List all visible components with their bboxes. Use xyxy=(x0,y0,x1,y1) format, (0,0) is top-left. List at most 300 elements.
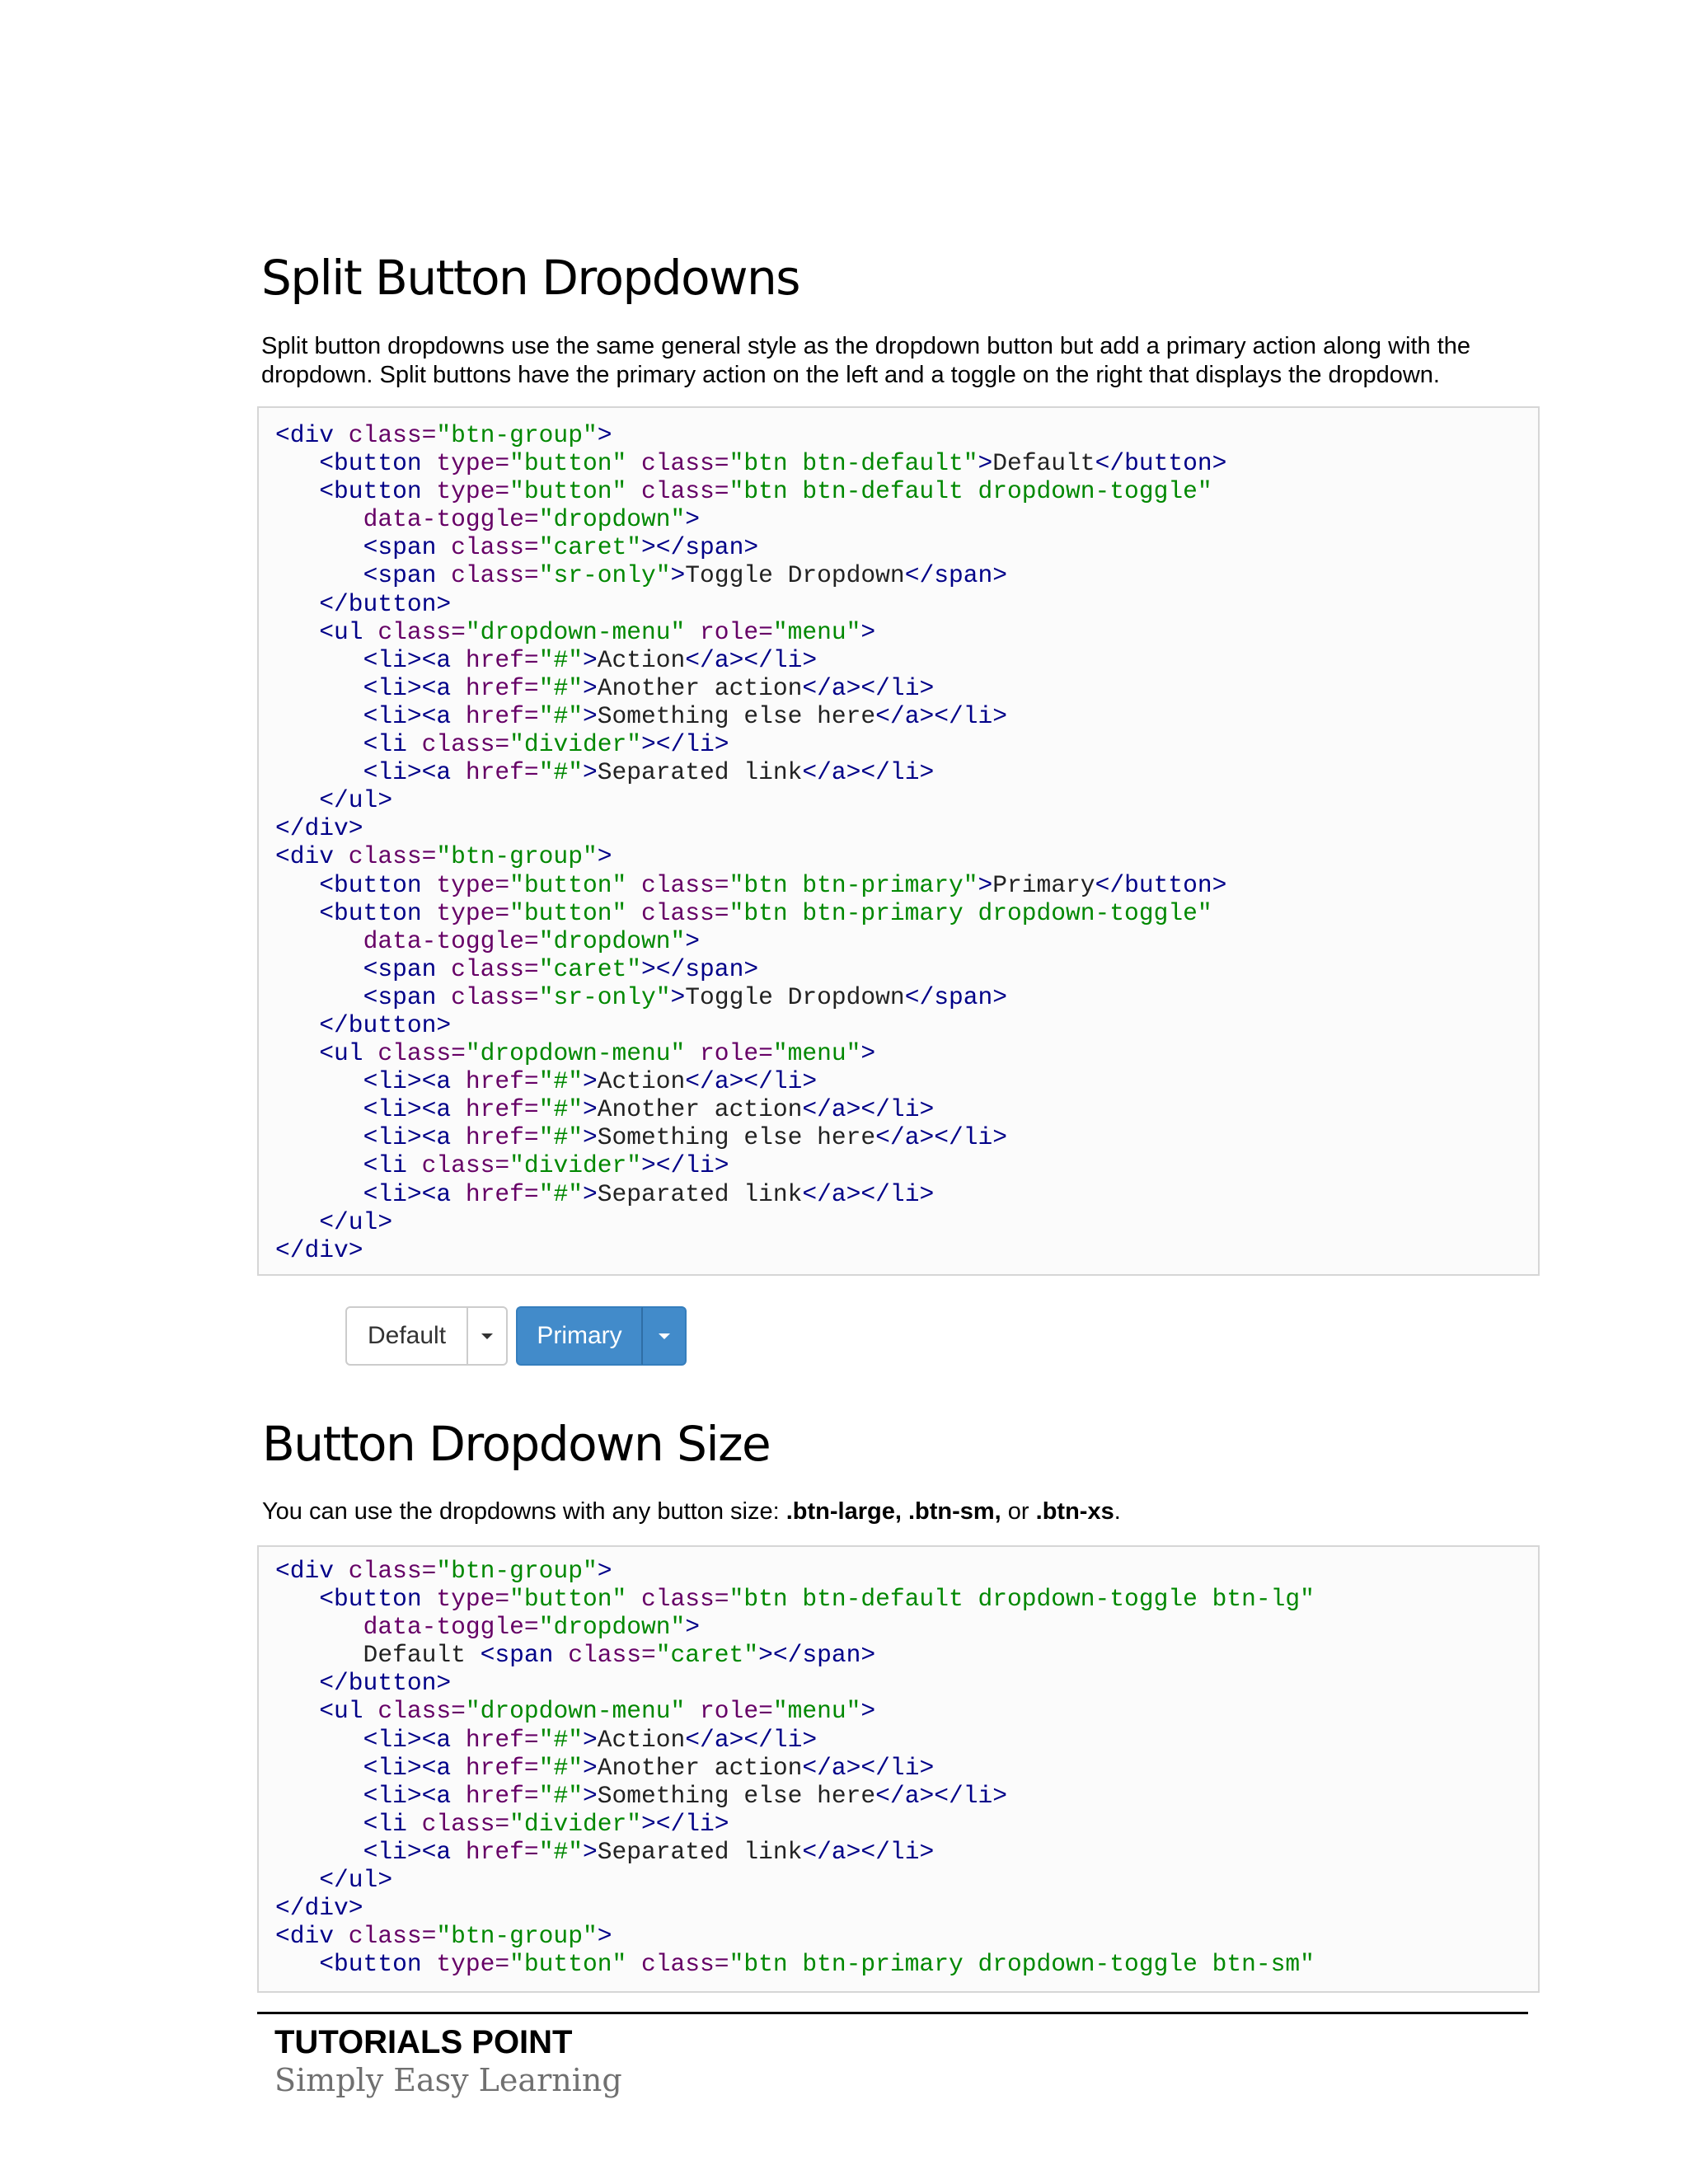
code-token-tag: > xyxy=(685,505,701,534)
code-token-val: "sr-only" xyxy=(538,982,671,1011)
code-token-txt: Something else here xyxy=(597,1781,876,1810)
code-token-val: "dropdown-menu" xyxy=(465,617,701,646)
code-line xyxy=(275,505,1538,533)
code-token-tag: </a></li> xyxy=(685,1725,818,1754)
code-token-txt xyxy=(275,590,319,618)
code-token-tag: <div xyxy=(275,1557,349,1585)
description-bold-sizes: .btn-large, .btn-sm, xyxy=(785,1498,1001,1525)
code-token-attr: class= xyxy=(641,870,729,899)
code-line xyxy=(275,983,1538,1011)
code-token-val: "#" xyxy=(538,1123,583,1152)
section-description-split-buttons: Split button dropdowns use the same general style as the dropdown button but add a primary action along with the dropdown. Split buttons have the primary action on the left and a toggle on the right that displays the dropdown. xyxy=(261,333,1471,388)
code-token-val: "dropdown-menu" xyxy=(465,1039,701,1068)
code-line xyxy=(275,1236,1538,1264)
code-line xyxy=(275,590,1538,618)
code-token-tag: > xyxy=(860,617,876,646)
code-token-attr: class= xyxy=(568,1641,656,1670)
code-line xyxy=(275,758,1538,786)
code-token-attr: class= xyxy=(641,449,729,478)
code-token-attr: data-toggle= xyxy=(363,926,539,955)
code-token-tag: </ul> xyxy=(319,1866,393,1895)
code-token-tag: </button> xyxy=(1095,870,1227,899)
footer-divider xyxy=(257,2012,1528,2014)
code-token-attr: href= xyxy=(465,1837,539,1866)
code-line xyxy=(275,674,1538,702)
code-line xyxy=(275,871,1538,899)
code-token-tag: </ul> xyxy=(319,1207,393,1236)
code-line xyxy=(275,646,1538,674)
code-token-tag: <li><a xyxy=(363,1179,466,1208)
code-token-tag: </a></li> xyxy=(802,758,935,787)
footer-brand-title: TUTORIALS POINT xyxy=(274,2024,573,2060)
code-token-attr: class= xyxy=(348,1557,437,1585)
code-token-tag: ></span> xyxy=(758,1641,876,1670)
code-token-tag: </a></li> xyxy=(875,701,1008,730)
code-token-tag: > xyxy=(582,1837,598,1866)
primary-button[interactable]: Primary xyxy=(516,1306,643,1366)
code-token-tag: <li><a xyxy=(363,758,466,787)
code-token-attr: class= xyxy=(451,561,539,590)
code-token-tag: ></li> xyxy=(641,1809,729,1838)
code-token-txt xyxy=(275,1810,363,1838)
code-token-tag: > xyxy=(582,1179,598,1208)
code-token-tag: </button> xyxy=(1095,449,1227,478)
code-token-tag: <li><a xyxy=(363,1781,466,1810)
code-line xyxy=(275,1123,1538,1151)
code-token-tag: ></span> xyxy=(641,954,759,983)
code-token-tag: </button> xyxy=(319,1010,452,1039)
code-token-txt xyxy=(275,1838,363,1866)
code-line xyxy=(275,1011,1538,1039)
code-token-val: "#" xyxy=(538,645,583,674)
code-token-tag: </a></li> xyxy=(802,1837,935,1866)
code-token-txt xyxy=(275,1208,319,1236)
code-token-txt: Action xyxy=(597,1067,686,1096)
code-token-attr: class= xyxy=(451,982,539,1011)
code-token-tag: <div xyxy=(275,1922,349,1951)
code-line xyxy=(275,449,1538,477)
code-token-tag: <li><a xyxy=(363,1095,466,1124)
code-token-val: "dropdown" xyxy=(538,505,686,534)
code-token-tag: <li xyxy=(363,1809,422,1838)
code-token-attr: data-toggle= xyxy=(363,505,539,534)
code-token-txt xyxy=(275,786,319,814)
code-token-val: "#" xyxy=(538,701,583,730)
code-token-attr: href= xyxy=(465,1095,539,1124)
code-token-val: "btn-group" xyxy=(436,1557,598,1585)
code-token-attr: class= xyxy=(348,1922,437,1951)
section-title-split-button-dropdowns: Split Button Dropdowns xyxy=(261,250,800,306)
code-token-tag: <ul xyxy=(319,1039,378,1068)
code-line xyxy=(275,1810,1538,1838)
code-token-tag: <li><a xyxy=(363,701,466,730)
code-token-val: "#" xyxy=(538,1095,583,1124)
code-token-val: "#" xyxy=(538,758,583,787)
code-token-tag: <ul xyxy=(319,1697,378,1726)
code-token-txt xyxy=(275,1180,363,1208)
code-token-txt xyxy=(275,1726,363,1754)
code-token-tag: > xyxy=(582,1725,598,1754)
code-token-txt xyxy=(275,533,363,561)
code-token-tag: <li><a xyxy=(363,645,466,674)
code-token-tag: > xyxy=(582,1123,598,1152)
code-line xyxy=(275,955,1538,983)
code-token-tag: > xyxy=(860,1697,876,1726)
code-token-tag: > xyxy=(582,1781,598,1810)
code-token-txt xyxy=(275,1067,363,1095)
code-token-attr: href= xyxy=(465,758,539,787)
code-token-txt: Toggle Dropdown xyxy=(685,982,905,1011)
code-token-txt xyxy=(275,449,319,477)
code-token-txt xyxy=(275,1095,363,1123)
code-token-txt xyxy=(275,674,363,702)
code-token-txt xyxy=(275,646,363,674)
code-token-txt xyxy=(275,871,319,899)
code-token-attr: class= xyxy=(377,617,466,646)
caret-down-icon xyxy=(481,1333,493,1339)
code-token-tag: </a></li> xyxy=(685,1067,818,1096)
code-token-txt xyxy=(275,1151,363,1179)
code-line xyxy=(275,1726,1538,1754)
code-token-attr: href= xyxy=(465,1179,539,1208)
code-token-txt: Another action xyxy=(597,1753,803,1782)
code-token-tag: <span xyxy=(363,982,452,1011)
code-line xyxy=(275,730,1538,758)
code-token-val: "button" xyxy=(509,870,641,899)
code-line xyxy=(275,477,1538,505)
code-token-txt: Toggle Dropdown xyxy=(685,561,905,590)
code-token-attr: data-toggle= xyxy=(363,1613,539,1642)
code-token-attr: href= xyxy=(465,645,539,674)
primary-dropdown-toggle[interactable] xyxy=(643,1306,687,1366)
code-token-txt xyxy=(275,1866,319,1894)
code-token-tag: ></li> xyxy=(641,730,729,759)
code-token-val: "dropdown" xyxy=(538,926,686,955)
code-line xyxy=(275,1950,1538,1978)
code-line xyxy=(275,1585,1538,1613)
code-token-val: "#" xyxy=(538,1179,583,1208)
code-token-attr: class= xyxy=(641,1585,729,1614)
code-token-attr: href= xyxy=(465,1753,539,1782)
code-token-txt xyxy=(275,561,363,589)
code-token-txt: Action xyxy=(597,645,686,674)
code-token-tag: <div xyxy=(275,842,349,871)
code-token-val: "btn btn-default dropdown-toggle btn-lg" xyxy=(729,1585,1315,1614)
code-token-tag: > xyxy=(685,926,701,955)
code-token-val: "btn btn-default" xyxy=(729,449,978,478)
code-token-txt xyxy=(275,1613,363,1641)
code-token-attr: href= xyxy=(465,701,539,730)
code-line xyxy=(275,1151,1538,1179)
code-token-txt xyxy=(275,1782,363,1810)
code-token-tag: > xyxy=(582,758,598,787)
code-token-tag: > xyxy=(597,421,612,449)
code-line xyxy=(275,702,1538,730)
code-token-tag: </span> xyxy=(904,982,1008,1011)
code-token-tag: > xyxy=(860,1039,876,1068)
code-token-tag: <button xyxy=(319,477,437,506)
code-token-val: "menu" xyxy=(772,1039,861,1068)
code-token-attr: href= xyxy=(465,1781,539,1810)
code-token-tag: </a></li> xyxy=(802,1753,935,1782)
code-token-attr: href= xyxy=(465,673,539,702)
code-token-tag: <div xyxy=(275,421,349,449)
code-token-txt xyxy=(275,983,363,1011)
code-token-txt xyxy=(275,1039,319,1067)
code-token-txt xyxy=(275,899,319,927)
code-token-val: "button" xyxy=(509,898,641,927)
code-listing xyxy=(259,408,1538,1264)
code-line xyxy=(275,1067,1538,1095)
code-token-tag: <li><a xyxy=(363,673,466,702)
code-token-val: "divider" xyxy=(509,1809,642,1838)
code-token-txt xyxy=(275,1950,319,1978)
code-token-txt: Separated link xyxy=(597,758,803,787)
code-token-val: "dropdown" xyxy=(538,1613,686,1642)
code-line xyxy=(275,1095,1538,1123)
code-token-tag: <li><a xyxy=(363,1837,466,1866)
code-token-tag: <span xyxy=(363,561,452,590)
code-token-txt xyxy=(275,618,319,646)
code-token-attr: type= xyxy=(436,898,510,927)
code-token-tag: </a></li> xyxy=(685,645,818,674)
code-token-txt: Separated link xyxy=(597,1179,803,1208)
code-line xyxy=(275,1557,1538,1585)
code-token-txt xyxy=(275,1123,363,1151)
section-title-button-dropdown-size: Button Dropdown Size xyxy=(262,1416,771,1472)
code-line xyxy=(275,1894,1538,1922)
code-token-tag: ></li> xyxy=(641,1151,729,1180)
code-token-attr: class= xyxy=(641,477,729,506)
code-token-val: "#" xyxy=(538,1067,583,1096)
code-token-tag: > xyxy=(582,645,598,674)
code-token-tag: ></span> xyxy=(641,533,759,562)
code-token-attr: role= xyxy=(700,1697,773,1726)
code-line xyxy=(275,561,1538,589)
code-token-tag: <li><a xyxy=(363,1753,466,1782)
code-token-val: "button" xyxy=(509,477,641,506)
code-token-val: "divider" xyxy=(509,1151,642,1180)
code-token-val: "button" xyxy=(509,1950,641,1979)
code-token-txt: Default xyxy=(275,1641,481,1670)
code-token-txt: Separated link xyxy=(597,1837,803,1866)
code-token-tag: <li><a xyxy=(363,1123,466,1152)
code-listing xyxy=(259,1547,1538,1978)
code-token-val: "btn btn-primary" xyxy=(729,870,978,899)
code-token-attr: role= xyxy=(700,1039,773,1068)
code-token-tag: </div> xyxy=(275,1894,363,1923)
code-line xyxy=(275,786,1538,814)
code-token-tag: <button xyxy=(319,1950,437,1979)
description-bold-xs: .btn-xs xyxy=(1035,1498,1114,1525)
code-token-val: "#" xyxy=(538,673,583,702)
code-token-txt: Default xyxy=(992,449,1095,478)
code-token-val: "#" xyxy=(538,1837,583,1866)
code-token-tag: > xyxy=(582,1095,598,1124)
default-button[interactable]: Default xyxy=(345,1306,468,1366)
code-token-attr: type= xyxy=(436,1585,510,1614)
code-token-tag: </button> xyxy=(319,1669,452,1698)
code-token-val: "dropdown-menu" xyxy=(465,1697,701,1726)
code-block-split-buttons xyxy=(257,406,1540,1276)
code-token-txt: Action xyxy=(597,1725,686,1754)
code-token-attr: class= xyxy=(451,954,539,983)
code-token-tag: <button xyxy=(319,449,437,478)
code-token-attr: role= xyxy=(700,617,773,646)
code-token-tag: > xyxy=(582,673,598,702)
code-token-txt: Something else here xyxy=(597,1123,876,1152)
code-token-txt: Primary xyxy=(992,870,1095,899)
code-token-attr: type= xyxy=(436,477,510,506)
code-token-val: "#" xyxy=(538,1725,583,1754)
code-line xyxy=(275,1180,1538,1208)
code-token-val: "sr-only" xyxy=(538,561,671,590)
code-token-txt xyxy=(275,758,363,786)
code-token-attr: href= xyxy=(465,1067,539,1096)
code-token-txt xyxy=(275,1697,319,1725)
code-token-attr: class= xyxy=(421,1809,510,1838)
code-token-tag: </div> xyxy=(275,1235,363,1264)
code-line xyxy=(275,1208,1538,1236)
code-line xyxy=(275,1866,1538,1894)
code-token-val: "button" xyxy=(509,1585,641,1614)
code-token-attr: class= xyxy=(377,1697,466,1726)
code-line xyxy=(275,1838,1538,1866)
code-token-tag: </a></li> xyxy=(802,1179,935,1208)
code-token-attr: class= xyxy=(348,842,437,871)
code-line xyxy=(275,1641,1538,1669)
code-token-val: "menu" xyxy=(772,617,861,646)
code-line xyxy=(275,1697,1538,1725)
code-token-attr: href= xyxy=(465,1725,539,1754)
code-token-tag: > xyxy=(685,1613,701,1642)
code-token-tag: <button xyxy=(319,898,437,927)
code-token-txt xyxy=(275,1011,319,1039)
code-token-tag: > xyxy=(597,1557,612,1585)
code-token-tag: <li><a xyxy=(363,1067,466,1096)
code-token-val: "caret" xyxy=(538,954,642,983)
code-token-txt xyxy=(275,1669,319,1697)
code-token-attr: type= xyxy=(436,870,510,899)
code-token-txt: Something else here xyxy=(597,701,876,730)
code-line xyxy=(275,1922,1538,1950)
code-token-val: "btn btn-primary dropdown-toggle" xyxy=(729,898,1212,927)
code-line xyxy=(275,533,1538,561)
code-token-tag: > xyxy=(582,1753,598,1782)
code-token-tag: > xyxy=(978,870,993,899)
code-line xyxy=(275,1782,1538,1810)
footer-brand-tagline: Simply Easy Learning xyxy=(274,2062,622,2098)
code-token-tag: <li><a xyxy=(363,1725,466,1754)
code-token-tag: </a></li> xyxy=(875,1781,1008,1810)
code-token-tag: <span xyxy=(363,954,452,983)
code-token-tag: <button xyxy=(319,870,437,899)
code-token-tag: </a></li> xyxy=(802,673,935,702)
code-line xyxy=(275,618,1538,646)
code-line xyxy=(275,1039,1538,1067)
code-token-val: "btn-group" xyxy=(436,1922,598,1951)
code-token-tag: > xyxy=(670,982,686,1011)
code-token-tag: </a></li> xyxy=(875,1123,1008,1152)
code-token-txt xyxy=(275,702,363,730)
code-block-dropdown-size xyxy=(257,1545,1540,1993)
code-token-txt xyxy=(275,730,363,758)
code-line xyxy=(275,814,1538,842)
section-description-dropdown-size xyxy=(262,1497,1548,1526)
code-token-tag: </button> xyxy=(319,589,452,618)
code-token-txt xyxy=(275,955,363,983)
code-token-attr: class= xyxy=(421,1151,510,1180)
caret-down-icon xyxy=(659,1333,670,1339)
code-token-val: "btn-group" xyxy=(436,842,598,871)
code-token-tag: <li xyxy=(363,1151,422,1180)
code-token-val: "#" xyxy=(538,1781,583,1810)
code-token-txt xyxy=(275,505,363,533)
code-token-val: "btn-group" xyxy=(436,421,598,449)
code-token-txt xyxy=(275,927,363,955)
code-token-tag: <span xyxy=(363,533,452,562)
code-token-tag: > xyxy=(597,1922,612,1951)
code-token-tag: > xyxy=(670,561,686,590)
code-token-tag: > xyxy=(597,842,612,871)
code-token-txt xyxy=(275,1585,319,1613)
code-token-txt: Another action xyxy=(597,1095,803,1124)
code-token-val: "menu" xyxy=(772,1697,861,1726)
code-line xyxy=(275,1669,1538,1697)
code-token-tag: <button xyxy=(319,1585,437,1614)
code-token-tag: > xyxy=(582,701,598,730)
code-line xyxy=(275,421,1538,449)
code-token-tag: </a></li> xyxy=(802,1095,935,1124)
code-token-txt xyxy=(275,477,319,505)
code-token-attr: class= xyxy=(641,1950,729,1979)
code-token-val: "caret" xyxy=(538,533,642,562)
code-token-attr: class= xyxy=(348,421,437,449)
code-token-tag: </div> xyxy=(275,814,363,843)
code-token-val: "caret" xyxy=(655,1641,759,1670)
code-token-tag: <li xyxy=(363,730,422,759)
code-token-txt xyxy=(275,1754,363,1782)
code-token-tag: <ul xyxy=(319,617,378,646)
code-line xyxy=(275,842,1538,870)
code-token-txt: Another action xyxy=(597,673,803,702)
code-line xyxy=(275,1613,1538,1641)
code-token-val: "divider" xyxy=(509,730,642,759)
code-line xyxy=(275,927,1538,955)
code-token-tag: </ul> xyxy=(319,786,393,815)
description-end: . xyxy=(1114,1498,1121,1525)
code-token-attr: class= xyxy=(451,533,539,562)
code-token-val: "btn btn-default dropdown-toggle" xyxy=(729,477,1212,506)
code-token-attr: class= xyxy=(377,1039,466,1068)
code-token-attr: type= xyxy=(436,449,510,478)
code-token-attr: type= xyxy=(436,1950,510,1979)
code-line xyxy=(275,1754,1538,1782)
code-token-attr: class= xyxy=(421,730,510,759)
code-token-tag: <span xyxy=(480,1641,569,1670)
code-token-tag: > xyxy=(978,449,993,478)
code-token-attr: href= xyxy=(465,1123,539,1152)
code-token-val: "btn btn-primary dropdown-toggle btn-sm" xyxy=(729,1950,1315,1979)
default-dropdown-toggle[interactable] xyxy=(467,1306,508,1366)
code-line xyxy=(275,899,1538,927)
description-prefix: You can use the dropdowns with any button size: xyxy=(262,1498,786,1525)
code-token-val: "button" xyxy=(509,449,641,478)
description-or: or xyxy=(1001,1498,1036,1525)
code-token-val: "#" xyxy=(538,1753,583,1782)
code-token-tag: </span> xyxy=(904,561,1008,590)
code-token-attr: class= xyxy=(641,898,729,927)
